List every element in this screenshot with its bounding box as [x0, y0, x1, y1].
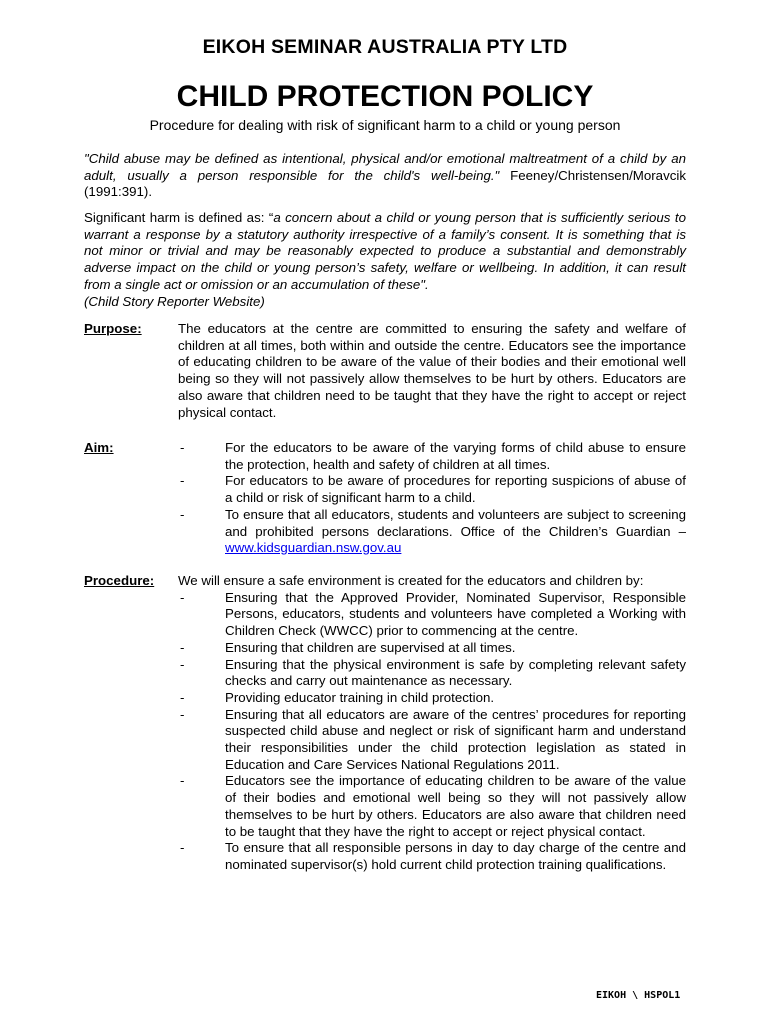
dash-bullet: - [180, 589, 185, 605]
procedure-section [84, 573, 686, 874]
abuse-definition-quote [84, 151, 686, 201]
aim-item: - For educators to be aware of procedures for reporting suspicions of abuse of a child or risk of significant harm to a child. [180, 473, 686, 506]
aim-item: - For the educators to be aware of the varying forms of child abuse to ensure the protection, health and safety of children at all times. [180, 440, 686, 472]
dash-bullet: - [180, 440, 185, 455]
procedure-item: - To ensure that all responsible persons in day to day charge of the centre and nominated supervisor(s) hold current child protection training qualifications. [180, 840, 686, 872]
dash-bullet: - [180, 639, 185, 655]
abuse-definition-citation: Feeney/Christensen/Moravcik (1991:391). [84, 167, 686, 200]
page-title: CHILD PROTECTION POLICY [176, 80, 594, 113]
procedure-label: Procedure: [84, 573, 155, 588]
purpose-section [84, 321, 686, 421]
dash-bullet: - [180, 506, 185, 522]
dash-bullet: - [180, 473, 185, 489]
significant-harm-text: a concern about a child or young person that is sufficiently serious to warrant a response by a statutory authority irrespective of a family’s consent. It is something that is not minor or trivial and may be reasonably expected to produce a substantial and demonstrably adverse impact on the child or young person’s safety, welfare or wellbeing. In addition, it can result from a single act or omission or an accumulation of these". [84, 210, 686, 292]
procedure-item: - Providing educator training in child protection. [180, 689, 495, 705]
aim-label: Aim: [84, 440, 114, 455]
procedure-intro: We will ensure a safe environment is created for the educators and children by: [178, 573, 644, 588]
purpose-text: The educators at the centre are committed to ensuring the safety and welfare of children at all times, both within and outside the centre. Educators see the importance of educating children to be aware of the value of their bodies and their emotional well being so they will not passively allow themselves to be hurt by others. Educators are also aware that children need to be taught that they have the right to accept or reject physical contact. [178, 321, 686, 420]
procedure-item: - Ensuring that the physical environment is safe by completing relevant safety checks and carry out maintenance as necessary. [180, 656, 686, 689]
dash-bullet: - [180, 773, 185, 789]
abuse-definition-text: "Child abuse may be defined as intentional, physical and/or emotional maltreatment of a child by an adult, usually a person responsible for the child's well-being." [84, 151, 686, 183]
company-name: EIKOH SEMINAR AUSTRALIA PTY LTD [202, 36, 568, 58]
procedure-item: - Ensuring that children are supervised at all times. [180, 639, 516, 655]
significant-harm-source: (Child Story Reporter Website) [84, 293, 265, 309]
aim-list-wrapper [178, 440, 686, 557]
aim-list [178, 440, 686, 557]
dash-bullet: - [180, 656, 185, 672]
kidsguardian-link[interactable]: www.kidsguardian.nsw.gov.au [225, 540, 402, 556]
page-subtitle: Procedure for dealing with risk of significant harm to a child or young person [149, 117, 621, 133]
aim-item: - To ensure that all educators, students and volunteers are subject to screening and prohibited persons declarations. Office of the Children’s Guardian – www.kidsguardian.nsw.gov.au [180, 506, 686, 556]
footer-code: EIKOH \ HSPOL1 [596, 990, 681, 1001]
purpose-label: Purpose: [84, 321, 142, 336]
procedure-item: - Ensuring that all educators are aware of the centres’ procedures for reporting suspected child abuse and neglect or risk of significant harm and understand their responsibilities under the child protection legislation as stated in Education and Care Services National Regulations 2011. [180, 706, 686, 772]
dash-bullet: - [180, 706, 185, 722]
procedure-body [178, 573, 686, 874]
dash-bullet: - [180, 840, 185, 856]
dash-bullet: - [180, 689, 185, 705]
significant-harm-lead: Significant harm is defined as: “ [84, 210, 274, 225]
significant-harm-definition [84, 210, 686, 310]
aim-section [84, 440, 686, 557]
procedure-list [178, 590, 686, 874]
procedure-item: - Educators see the importance of educating children to be aware of the value of their bodies and emotional well being so they will not passively allow themselves to be hurt by others. Educators are also aware that children need to be taught that they have the right to accept or reject physical contact. [180, 773, 686, 839]
procedure-item: - Ensuring that the Approved Provider, Nominated Supervisor, Responsible Persons, educators, students and volunteers have completed a Working with Children Check (WWCC) prior to commencing at the centre. [180, 589, 686, 639]
